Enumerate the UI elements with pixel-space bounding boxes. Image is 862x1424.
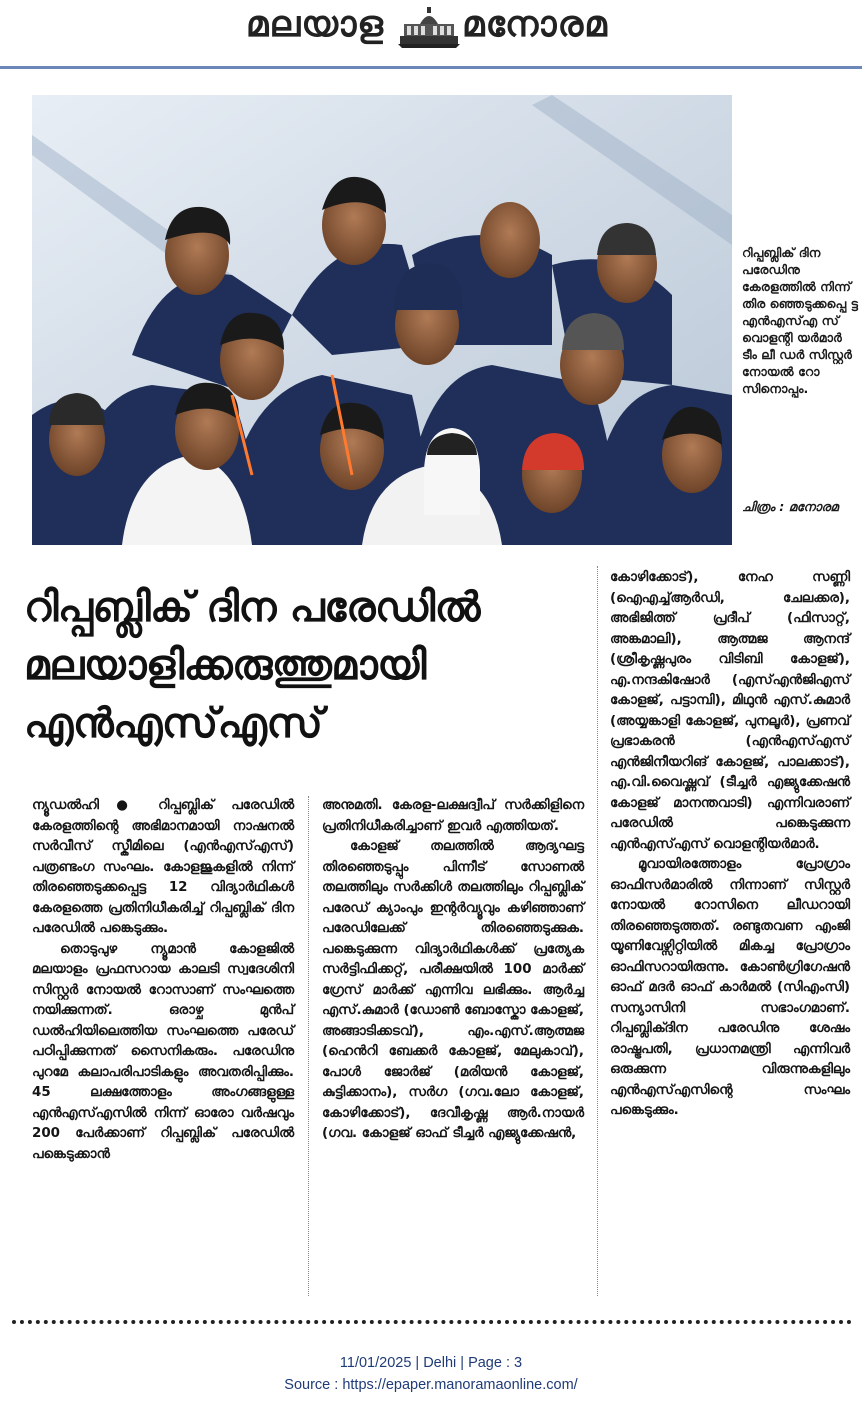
headline-line-2: മലയാളിക്കരുത്തുമായി [24,641,426,689]
paragraph: കോളജ് തലത്തിൽ ആദ്യഘട്ട തിരഞ്ഞെടുപ്പും പിന്നീട് സോണൽ തലത്തിലും സർക്കിൾ തലത്തിലും റിപ്പബ്ലിക് പരേഡ് ക്യാംപും ഇന്റർവ്യൂവും കഴിഞ്ഞാണ് പരേഡിലേക്ക് തിരഞ്ഞെടുക്കുക. പങ്കെടുക്കുന്ന വിദ്യാർഥികൾക്ക് പ്രത്യേക സർട്ടിഫിക്കറ്റ്, പരീക്ഷയിൽ 100 മാർക്ക് ഗ്രേസ് മാർക്ക് എന്നിവ ലഭിക്കും. ആർച്ച എസ്.കുമാർ (ഡോൺ ബോസ്കോ കോളജ്, അങ്ങാടിക്കടവ്), എം.എസ്.ആത്മജ (ഹെൻറി ബേക്കർ കോളജ്, മേലുകാവ്), പോൾ ജോർജ് (മരിയൻ കോളജ്, കുട്ടിക്കാനം), സർഗ (ഗവ.ലോ കോളജ്, കോഴിക്കോട്), ദേവീകൃഷ്ണ ആർ.നായർ (ഗവ. കോളജ് ഓഫ് ടീച്ചർ എജ്യുക്കേഷൻ, [322,839,584,1141]
paragraph: ന്യൂഡൽഹി ● റിപ്പബ്ലിക് പരേഡിൽ കേരളത്തിന്റെ അഭിമാനമായി നാഷനൽ സർവീസ് സ്കീമിലെ (എൻഎസ്എസ്) പത്രണ്ടംഗ സംഘം. കോളജുകളിൽ നിന്ന് തിരഞ്ഞെടുക്കപ്പെട്ട 12 വിദ്യാർഥികൾ കേരളത്തെ പ്രതിനിധീകരിച്ച് റിപ്പബ്ലിക് ദിന പരേഡിൽ പങ്കെടുക്കും. [32,798,294,936]
group-photo-image [32,95,732,545]
paragraph: മൂവായിരത്തോളം പ്രോഗ്രാം ഓഫിസർമാരിൽ നിന്നാണ് സിസ്റ്റർ നോയൽ റോസിനെ ലീഡറായി തിരഞ്ഞെടുത്തത്. രണ്ടുതവണ എംജി യൂണിവേഴ്സിറ്റിയിൽ മികച്ച പ്രോഗ്രാം ഓഫിസറായിരുന്നു. കോൺഗ്രിഗേഷൻ ഓഫ് മദർ ഓഫ് കാർമൽ (സിഎംസി) സന്യാസിനി സഭാംഗമാണ്. റിപ്പബ്ലിക്ദിന പരേഡിനു ശേഷം രാഷ്ട്രപതി, പ്രധാനമന്ത്രി എന്നിവർ ഒരുക്കുന്ന വിരുന്നുകളിലും എൻഎസ്എസിന്റെ സംഘം പങ്കെടുക്കും. [610,857,850,1118]
masthead-title-left: മലയാള [245,4,384,45]
page-separator [12,1320,852,1324]
headline-line-3: എൻഎസ്എസ് [24,699,323,747]
masthead-rule [0,66,862,69]
paragraph: തൊടുപുഴ ന്യൂമാൻ കോളജിൽ മലയാളം പ്രഫസറായ കാലടി സ്വദേശിനി സിസ്റ്റർ നോയൽ റോസാണ് സംഘത്തെ നയിക്കുന്നത്. ഒരാഴ്ച മുൻപ് ഡൽഹിയിലെത്തിയ സംഘത്തെ പരേഡ് പഠിപ്പിക്കുന്നത് സൈനികരും. പരേഡിനു പുറമേ കലാപരിപാടികളും അവതരിപ്പിക്കും. 45 ലക്ഷത്തോളം അംഗങ്ങളുള്ള എൻഎസ്എസിൽ നിന്ന് ഓരോ വർഷവും 200 പേർക്കാണ് റിപ്പബ്ലിക് പരേഡിൽ പങ്കെടുക്കാൻ [32,941,294,1162]
headline [24,578,594,752]
column-divider [308,796,309,1296]
photo-credit: ചിത്രം : മനോരമ [742,499,839,514]
article-column-1 [32,796,294,1165]
paragraph: കോഴിക്കോട്), നേഹ സണ്ണി (ഐഎച്ച്ആർഡി, ചേലക്കര), അഭിജിത്ത് പ്രദീപ് (ഫിസാറ്റ്, അങ്കമാലി), ആത്മജ ആനന്ദ് (ശ്രീകൃഷ്ണപുരം വിടിബി കോളജ്), എ.നന്ദകിഷോർ (എസ്എൻജിഎസ് കോളജ്, പട്ടാമ്പി), മിഥുൻ എസ്.കുമാർ (അയ്യങ്കാളി കോളജ്, പുനലൂർ), പ്രണവ് പ്രഭാകരൻ (എൻഎസ്എസ് എൻജിനീയറിങ് കോളജ്, പാലക്കാട്), എ.വി.വൈഷ്ണവ് (ടീച്ചർ എജ്യുക്കേഷൻ കോളജ് മാനന്തവാടി) എന്നിവരാണ് പരേഡിൽ പങ്കെടുക്കുന്ന എൻഎസ്എസ് വൊളന്റിയർമാർ. [610,570,850,852]
article-column-2 [322,796,584,1145]
article-column-3 [610,568,850,1122]
group-photo [32,95,732,545]
footer [0,1352,862,1396]
footer-source[interactable]: Source : https://epaper.manoramaonline.com/ [284,1377,578,1393]
masthead-emblem-icon [396,6,462,48]
footer-edition: 11/01/2025 | Delhi | Page : 3 [339,1355,523,1371]
headline-line-1: റിപ്പബ്ലിക് ദിന പരേഡിൽ [24,583,480,631]
photo-caption: റിപ്പബ്ലിക് ദിന പരേഡിനു കേരളത്തിൽ നിന്ന് തിര ഞ്ഞെടുക്കപ്പെ ട്ട എൻഎസ്എ സ് വൊളന്റി യർമാർ ടീം ലീ ഡർ സിസ്റ്റർ നോയൽ റോ സിനൊപ്പം. [742,245,859,396]
masthead [0,0,862,62]
masthead-title-right: മനോരമ [462,4,608,45]
paragraph: അനുമതി. കേരള-ലക്ഷദ്വീപ് സർക്കിളിനെ പ്രതിനിധീകരിച്ചാണ് ഇവർ എത്തിയത്. [322,798,584,834]
column-divider [597,566,598,1296]
